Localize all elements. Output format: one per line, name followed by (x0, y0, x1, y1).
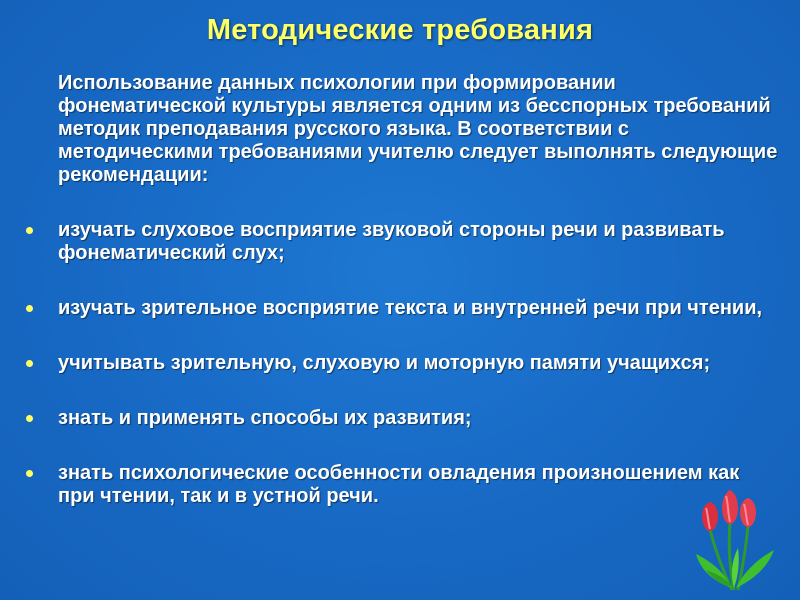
list-item-text: учитывать зрительную, слуховую и моторную памяти учащихся; (58, 352, 711, 374)
list-item (0, 352, 780, 375)
bullet-icon (26, 415, 33, 422)
recommendations-list (0, 219, 780, 508)
list-item (0, 219, 780, 265)
list-item-text: знать психологические особенности овладения произношением как при чтении, так и в устной речи. (58, 462, 740, 507)
tulips-icon (690, 488, 780, 593)
list-item (0, 407, 780, 430)
list-item (0, 462, 780, 508)
slide-title: Методические требования (206, 14, 594, 46)
bullet-icon (26, 360, 33, 367)
bullet-icon (26, 470, 33, 477)
list-item-text: изучать зрительное восприятие текста и внутренней речи при чтении, (58, 297, 763, 319)
list-item-text: знать и применять способы их развития; (58, 407, 472, 429)
intro-paragraph: Использование данных психологии при формировании фонематической культуры является одним из бесспорных требований методик преподавания русского языка. В соответствии с методическими требованиями учителю следует выполнять следующие рекомендации: (58, 72, 778, 186)
bullet-icon (26, 305, 33, 312)
bullet-icon (26, 227, 33, 234)
list-item-text: изучать слуховое восприятие звуковой стороны речи и развивать фонематический слух; (58, 219, 725, 264)
list-item (0, 297, 780, 320)
